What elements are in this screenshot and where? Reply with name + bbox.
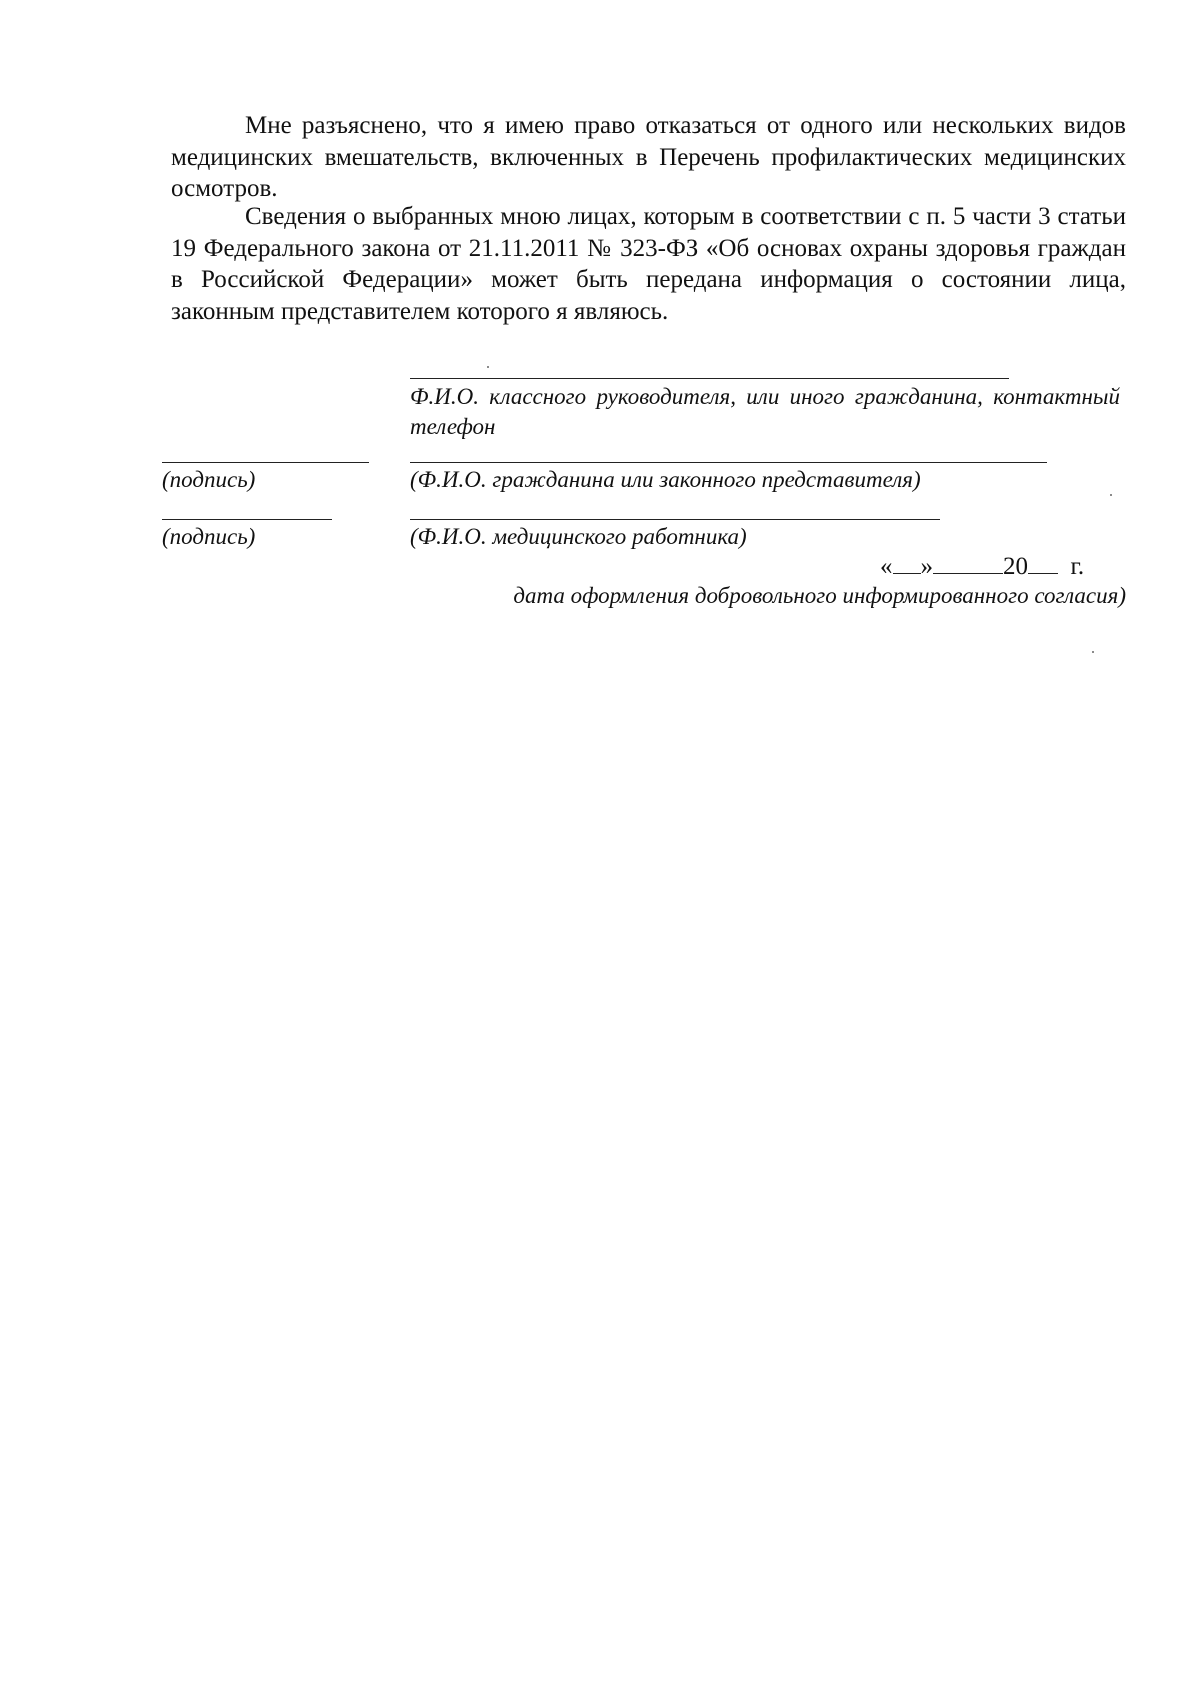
date-close-quote: » — [920, 553, 933, 580]
date-day-blank[interactable] — [893, 551, 921, 574]
signature-label-medic: (подпись) — [162, 524, 256, 549]
date-century: 20 — [1003, 553, 1028, 580]
date-field — [880, 551, 1126, 582]
scan-speck — [1110, 494, 1112, 496]
date-open-quote: « — [880, 553, 893, 580]
medic-name-line[interactable] — [410, 519, 940, 520]
scan-speck — [1092, 651, 1094, 653]
signature-label-citizen: (подпись) — [162, 467, 256, 492]
date-caption: дата оформления добровольного информированного согласия) — [513, 583, 1126, 608]
scan-speck — [487, 366, 489, 368]
paragraph-information-recipients: Сведения о выбранных мною лицах, которым в соответствии с п. 5 части 3 статьи 19 Федерального закона от 21.11.2011 № 323-ФЗ «Об основах охраны здоровья граждан в Российской Федерации» может быть передана информация о состоянии лица, законным представителем которого я являюсь. — [171, 203, 1126, 325]
citizen-name-line[interactable] — [410, 462, 1047, 463]
signature-line-citizen[interactable] — [162, 462, 369, 463]
contact-person-caption: Ф.И.О. классного руководителя, или иного гражданина, контактный телефон — [410, 384, 1120, 439]
paragraph-right-to-refuse: Мне разъяснено, что я имею право отказаться от одного или нескольких видов медицинских вмешательств, включенных в Перечень профилактических медицинских осмотров. — [171, 112, 1126, 202]
citizen-name-caption: (Ф.И.О. гражданина или законного представителя) — [410, 467, 921, 492]
date-year-suffix: г. — [1070, 553, 1085, 580]
contact-person-line[interactable] — [410, 378, 1009, 379]
date-month-blank[interactable] — [933, 551, 1003, 574]
signature-line-medic[interactable] — [162, 519, 332, 520]
date-year-blank[interactable] — [1028, 551, 1058, 574]
medic-name-caption: (Ф.И.О. медицинского работника) — [410, 524, 747, 549]
